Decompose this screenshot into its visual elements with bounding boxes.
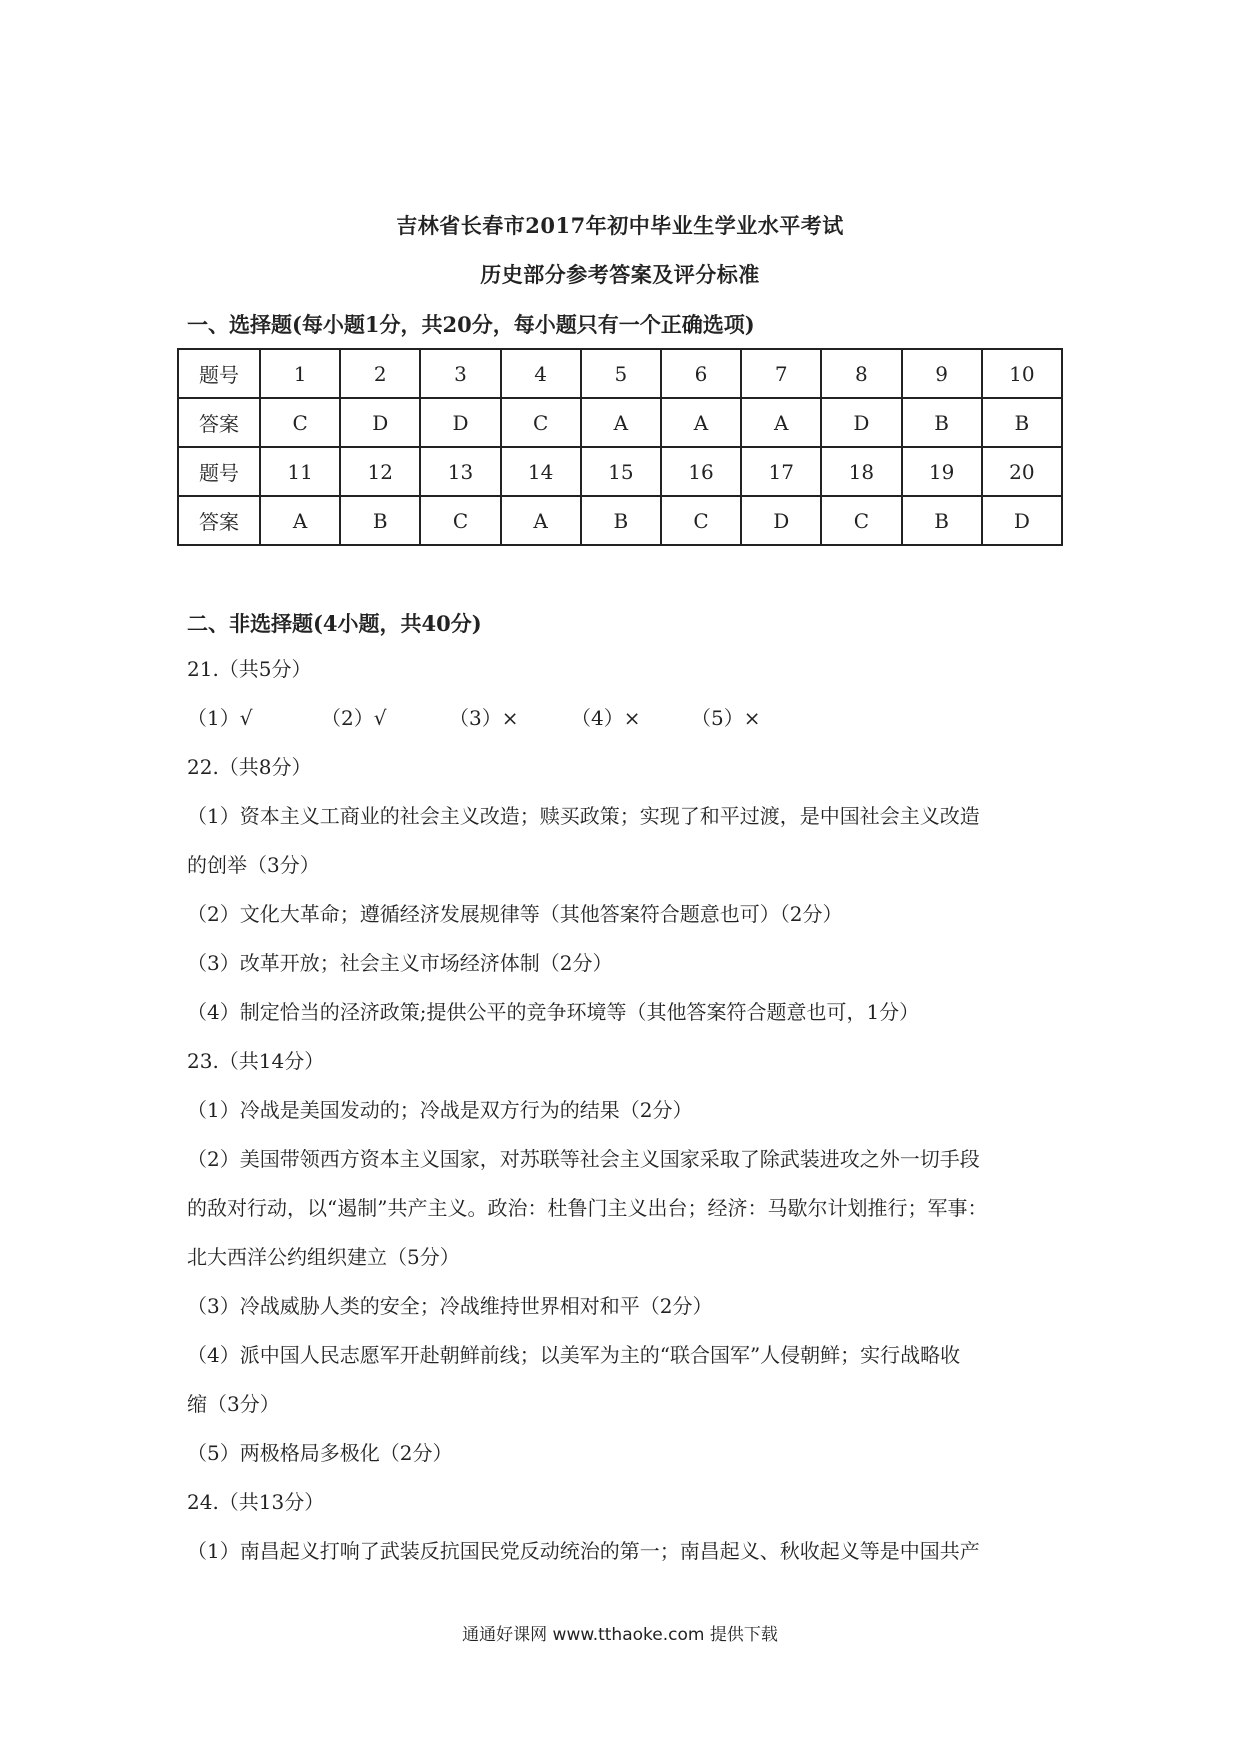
table-row <box>178 447 1062 496</box>
mark-1: （1）√ <box>187 706 253 730</box>
q22-part-1-line-2: 的创举（3分） <box>187 853 320 877</box>
mark-2: （2）√ <box>321 706 387 730</box>
table-cell: D <box>982 496 1062 545</box>
table-row <box>178 496 1062 545</box>
q23-part-4-line-2: 缩（3分） <box>187 1392 280 1416</box>
table-cell: C <box>260 398 340 447</box>
table-cell: A <box>661 398 741 447</box>
q22-part-1-line-1: （1）资本主义工商业的社会主义改造；赎买政策；实现了和平过渡，是中国社会主义改造 <box>187 804 980 828</box>
table-cell: C <box>661 496 741 545</box>
q23-part-3: （3）冷战威胁人类的安全；冷战维持世界相对和平（2分） <box>187 1294 713 1318</box>
document-title: 吉林省长春市2017年初中毕业生学业水平考试 <box>396 213 844 238</box>
table-cell: D <box>340 398 420 447</box>
table-cell: 17 <box>741 447 821 496</box>
table-cell: B <box>982 398 1062 447</box>
table-cell: 8 <box>821 349 901 398</box>
question-21-marks <box>187 701 1057 750</box>
q23-part-4-line-1: （4）派中国人民志愿军开赴朝鲜前线；以美军为主的“联合国军”人侵朝鲜；实行战略收 <box>187 1343 961 1367</box>
document-subtitle: 历史部分参考答案及评分标准 <box>480 262 760 287</box>
table-cell: 7 <box>741 349 821 398</box>
table-cell: A <box>501 496 581 545</box>
table-cell: 12 <box>340 447 420 496</box>
table-row-header: 题号 <box>178 349 260 398</box>
section-heading-choice: 一、选择题(每小题1分，共20分，每小题只有一个正确选项) <box>187 312 755 337</box>
table-cell: A <box>260 496 340 545</box>
table-cell: 18 <box>821 447 901 496</box>
q23-part-2-line-2: 的敌对行动，以“遏制”共产主义。政治：杜鲁门主义出台；经济：马歇尔计划推行；军事： <box>187 1196 988 1220</box>
table-cell: 4 <box>501 349 581 398</box>
table-cell: D <box>741 496 821 545</box>
table-cell: 19 <box>902 447 982 496</box>
table-row <box>178 349 1062 398</box>
table-cell: 15 <box>581 447 661 496</box>
table-cell: A <box>581 398 661 447</box>
table-cell: 6 <box>661 349 741 398</box>
question-24-header: 24.（共13分） <box>187 1490 325 1514</box>
question-23-header: 23.（共14分） <box>187 1049 325 1073</box>
q23-part-1: （1）冷战是美国发动的；冷战是双方行为的结果（2分） <box>187 1098 693 1122</box>
table-cell: C <box>821 496 901 545</box>
table-cell: B <box>581 496 661 545</box>
table-cell: B <box>902 398 982 447</box>
table-cell: A <box>741 398 821 447</box>
mark-3: （3）× <box>449 706 519 730</box>
table-cell: 2 <box>340 349 420 398</box>
mark-5: （5）× <box>691 706 761 730</box>
answer-lines <box>187 652 1057 1583</box>
table-cell: D <box>821 398 901 447</box>
table-cell: 11 <box>260 447 340 496</box>
q23-part-2-line-3: 北大西洋公约组织建立（5分） <box>187 1245 460 1269</box>
mark-4: （4）× <box>571 706 641 730</box>
table-cell: C <box>420 496 500 545</box>
table-cell: D <box>420 398 500 447</box>
table-cell: 1 <box>260 349 340 398</box>
q22-part-3: （3）改革开放；社会主义市场经济体制（2分） <box>187 951 613 975</box>
table-row-header: 答案 <box>178 496 260 545</box>
question-21-header: 21.（共5分） <box>187 657 312 681</box>
table-cell: 20 <box>982 447 1062 496</box>
table-cell: 3 <box>420 349 500 398</box>
table-cell: B <box>902 496 982 545</box>
q23-part-2-line-1: （2）美国带领西方资本主义国家，对苏联等社会主义国家采取了除武装进攻之外一切手段 <box>187 1147 980 1171</box>
table-cell: 9 <box>902 349 982 398</box>
q22-part-2: （2）文化大革命；遵循经济发展规律等（其他答案符合题意也可）（2分） <box>187 902 843 926</box>
section-heading-non-choice: 二、非选择题(4小题，共40分) <box>187 611 482 636</box>
question-22-header: 22.（共8分） <box>187 755 312 779</box>
footer-download-note: 通通好课网 www.tthaoke.com 提供下载 <box>462 1625 778 1645</box>
table-cell: 10 <box>982 349 1062 398</box>
q22-part-4: （4）制定恰当的泾济政策;提供公平的竞争环境等（其他答案符合题意也可，1分） <box>187 1000 920 1024</box>
answer-table <box>177 348 1063 546</box>
table-cell: C <box>501 398 581 447</box>
q23-part-5: （5）两极格局多极化（2分） <box>187 1441 453 1465</box>
table-cell: 16 <box>661 447 741 496</box>
table-row-header: 题号 <box>178 447 260 496</box>
table-cell: 14 <box>501 447 581 496</box>
table-cell: 13 <box>420 447 500 496</box>
table-cell: B <box>340 496 420 545</box>
table-row <box>178 398 1062 447</box>
q24-part-1-line-1: （1）南昌起义打响了武装反抗国民党反动统治的第一；南昌起义、秋收起义等是中国共产 <box>187 1539 980 1563</box>
table-row-header: 答案 <box>178 398 260 447</box>
table-cell: 5 <box>581 349 661 398</box>
